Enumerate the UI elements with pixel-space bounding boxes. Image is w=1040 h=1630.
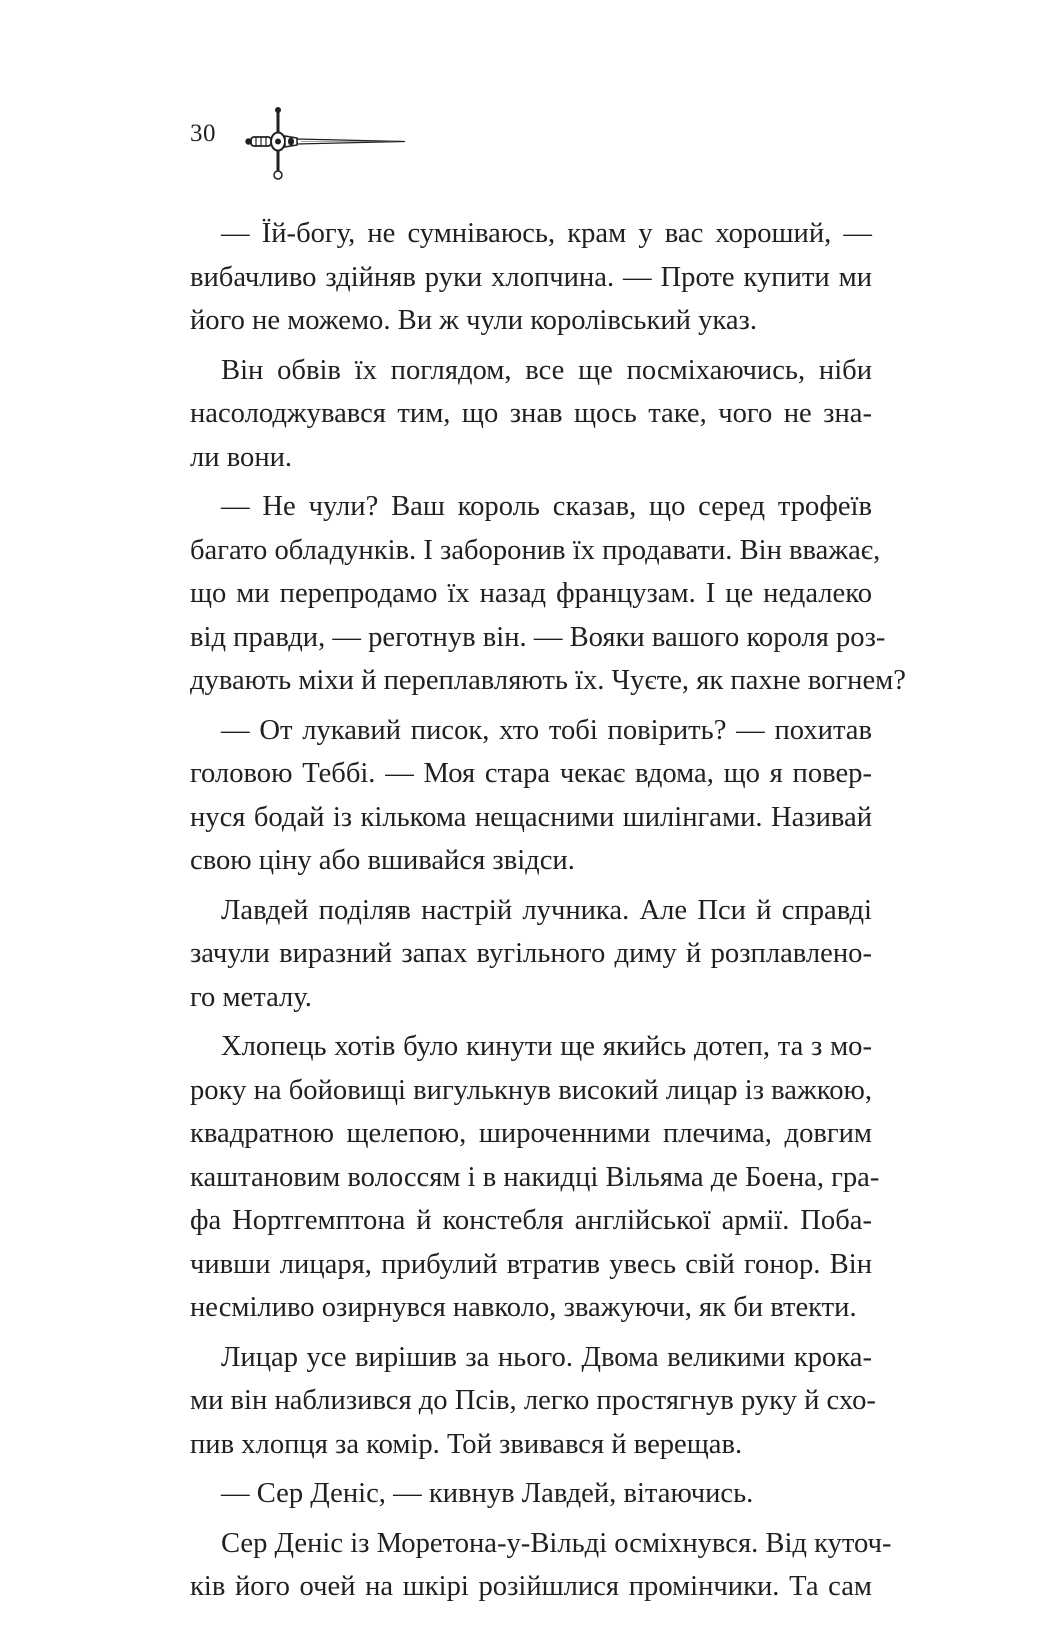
text-line: від правди, — реготнув він. — Вояки вашого короля роз- — [190, 621, 886, 653]
text-line: дувають міхи й переплавляють їх. Чуєте, як пахне вогнем? — [190, 665, 906, 696]
text-line: квадратною щелепою, широченними плечима, довгим — [190, 1118, 872, 1149]
page-number: 30 — [190, 120, 216, 147]
paragraph — [190, 1522, 892, 1609]
text-line: фа Нортгемптона й констебля англійської армії. Поба- — [190, 1205, 872, 1236]
text-line: нуся бодай із кількома нещасними шилінгами. Називай — [190, 801, 872, 833]
text-line: — Не чули? Ваш король сказав, що серед трофеїв — [221, 491, 872, 522]
text-line: Сер Деніс із Моретона-у-Вільді осміхнувся. Від куточ- — [221, 1527, 892, 1559]
text-line: ків його очей на шкірі розійшлися промінчики. Та сам — [190, 1571, 872, 1602]
running-header — [190, 120, 216, 148]
paragraph — [190, 212, 872, 343]
paragraph — [190, 485, 906, 703]
text-line: ли вони. — [190, 441, 293, 473]
text-line: — Сер Деніс, — кивнув Лавдей, вітаючись. — [221, 1478, 754, 1509]
paragraph — [190, 349, 872, 480]
paragraph — [190, 1472, 872, 1516]
text-line: його не можемо. Ви ж чули королівський указ. — [190, 305, 757, 336]
text-line: — Їй-богу, не сумніваюсь, крам у вас хороший, — — [221, 218, 872, 249]
text-line: — От лукавий писок, хто тобі повірить? — похитав — [221, 714, 872, 746]
paragraph — [190, 1025, 880, 1330]
text-line: го металу. — [190, 981, 312, 1013]
text-line: що ми перепродамо їх назад французам. І це недалеко — [190, 578, 872, 609]
text-line: багато обладунків. І заборонив їх продавати. Він вважає, — [190, 534, 881, 566]
text-line: Хлопець хотів було кинути ще якийсь дотеп, та з мо- — [221, 1031, 872, 1062]
text-line: пив хлопця за комір. Той звивався й верещав. — [190, 1428, 743, 1460]
paragraph — [190, 889, 872, 1020]
text-line: несміливо озирнувся навколо, зважуючи, як би втекти. — [190, 1292, 857, 1323]
body-text — [190, 212, 906, 1609]
text-line: Лавдей поділяв настрій лучника. Але Пси й справді — [221, 894, 872, 926]
text-line: року на бойовищі вигулькнув високий лицар із важкою, — [190, 1074, 872, 1106]
text-line: Він обвів їх поглядом, все ще посміхаючись, ніби — [221, 354, 872, 386]
text-line: насолоджувався тим, що знав щось таке, чого не зна- — [190, 398, 872, 429]
dagger-icon — [245, 104, 410, 187]
text-line: каштановим волоссям і в накидці Вільяма де Боена, гра- — [190, 1161, 880, 1193]
text-line: вибачливо здійняв руки хлопчина. — Проте купити ми — [190, 261, 872, 293]
paragraph — [190, 1336, 876, 1467]
text-line: чивши лицаря, прибулий втратив увесь свій гонор. Він — [190, 1248, 872, 1280]
paragraph — [190, 709, 872, 883]
text-line: свою ціну або вшивайся звідси. — [190, 845, 575, 876]
text-line: Лицар усе вирішив за нього. Двома великими крока- — [221, 1341, 872, 1373]
text-line: головою Теббі. — Моя стара чекає вдома, що я повер- — [190, 758, 872, 789]
text-line: зачули виразний запах вугільного диму й розплавлено- — [190, 938, 872, 969]
text-line: ми він наблизився до Псів, легко простягнув руку й схо- — [190, 1385, 876, 1416]
